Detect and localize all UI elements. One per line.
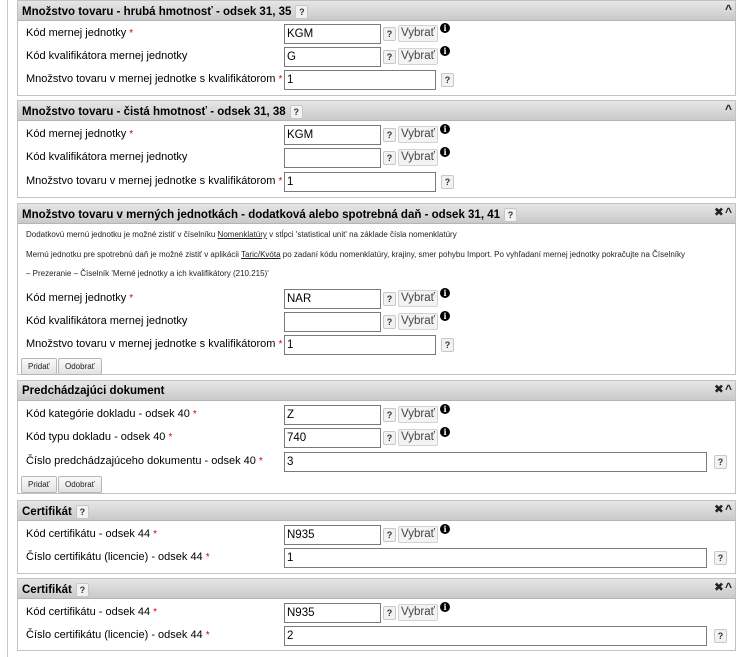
section-title: Množstvo tovaru - hrubá hmotnosť - odsek 31, 35 ?: [22, 5, 308, 19]
help-icon[interactable]: ?: [714, 629, 727, 643]
document-category-row: [18, 404, 735, 426]
help-icon[interactable]: ?: [76, 583, 89, 597]
quantity-label: Množstvo tovaru v mernej jednotke s kvalifikátorom *: [26, 73, 283, 85]
unit-code-label: Kód mernej jednotky *: [26, 292, 134, 304]
certificate-number-row: [18, 625, 735, 647]
section-supplementary-units: [17, 203, 736, 375]
qualifier-input[interactable]: [284, 47, 381, 67]
required-marker: *: [129, 293, 134, 304]
required-marker: *: [258, 456, 263, 467]
section-header: [18, 381, 735, 401]
close-icon[interactable]: ✖: [713, 205, 724, 219]
section-controls: [713, 580, 732, 594]
certificate-code-input[interactable]: [284, 603, 381, 623]
help-icon[interactable]: ?: [441, 73, 454, 87]
section-title: Certifikát ?: [22, 505, 89, 519]
certificate-code-label: Kód certifikátu - odsek 44 *: [26, 528, 158, 540]
close-icon[interactable]: ✖: [713, 580, 724, 594]
section-previous-document: [17, 380, 736, 494]
section-certificate-1: [17, 500, 736, 574]
help-icon[interactable]: ?: [383, 50, 396, 64]
document-type-row: [18, 427, 735, 449]
qualifier-row: [18, 311, 735, 333]
required-marker: *: [129, 129, 134, 140]
section-header: [18, 579, 735, 599]
required-marker: *: [205, 552, 210, 563]
document-type-input[interactable]: [284, 428, 381, 448]
info-icon[interactable]: i: [440, 524, 450, 534]
section-certificate-2: [17, 578, 736, 651]
help-icon[interactable]: ?: [290, 105, 303, 119]
qualifier-input[interactable]: [284, 312, 381, 332]
certificate-code-input[interactable]: [284, 525, 381, 545]
quantity-label: Množstvo tovaru v mernej jednotke s kvalifikátorom *: [26, 338, 283, 350]
section-controls: [713, 502, 732, 516]
help-icon[interactable]: ?: [504, 208, 517, 222]
quantity-input[interactable]: [284, 335, 436, 355]
note-line-3: – Prezeranie – Číselník 'Merné jednotky a ich kvalifikátory (210.215)': [26, 269, 269, 278]
certificate-code-row: [18, 524, 735, 546]
left-border: [7, 0, 8, 657]
collapse-icon[interactable]: ^: [724, 382, 732, 396]
select-button[interactable]: Vybrať: [398, 48, 438, 65]
remove-button[interactable]: Odobrať: [58, 358, 102, 375]
info-icon[interactable]: i: [440, 124, 450, 134]
required-marker: *: [192, 409, 197, 420]
unit-code-input[interactable]: [284, 24, 381, 44]
quantity-row: [18, 69, 735, 91]
unit-code-label: Kód mernej jednotky *: [26, 27, 134, 39]
taric-link[interactable]: Taric/Kvóta: [240, 250, 281, 259]
section-header: [18, 101, 735, 121]
info-icon[interactable]: i: [440, 147, 450, 157]
select-button[interactable]: Vybrať: [398, 126, 438, 143]
help-icon[interactable]: ?: [76, 505, 89, 519]
required-marker: *: [278, 176, 283, 187]
quantity-row: [18, 171, 735, 193]
required-marker: *: [278, 339, 283, 350]
section-title: Množstvo tovaru v merných jednotkách - dodatková alebo spotrebná daň - odsek 31, 41 ?: [22, 208, 517, 222]
quantity-input[interactable]: [284, 70, 436, 90]
help-icon[interactable]: ?: [383, 408, 396, 422]
certificate-code-row: [18, 602, 735, 624]
certificate-number-label: Číslo certifikátu (licencie) - odsek 44 *: [26, 551, 210, 563]
help-icon[interactable]: ?: [383, 606, 396, 620]
required-marker: *: [278, 74, 283, 85]
help-icon[interactable]: ?: [383, 27, 396, 41]
collapse-icon[interactable]: ^: [724, 502, 732, 516]
document-number-label: Číslo predchádzajúceho dokumentu - odsek 40 *: [26, 455, 263, 467]
help-icon[interactable]: ?: [383, 128, 396, 142]
required-marker: *: [168, 432, 173, 443]
close-icon[interactable]: ✖: [713, 382, 724, 396]
required-marker: *: [205, 630, 210, 641]
collapse-icon[interactable]: ^: [724, 205, 732, 219]
qualifier-label: Kód kvalifikátora mernej jednotky: [26, 315, 188, 327]
section-net-weight: [17, 100, 736, 198]
help-icon[interactable]: ?: [383, 315, 396, 329]
section-controls: [713, 205, 732, 219]
note-line-1: Dodatkovú mernú jednotku je možné zistiť v číselníku Nomenklatúry v stĺpci 'statistical unit' na základe čísla nomenklatúry: [26, 230, 457, 239]
certificate-code-label: Kód certifikátu - odsek 44 *: [26, 606, 158, 618]
collapse-icon[interactable]: ^: [724, 580, 732, 594]
help-icon[interactable]: ?: [714, 455, 727, 469]
help-icon[interactable]: ?: [383, 292, 396, 306]
select-button[interactable]: Vybrať: [398, 429, 438, 446]
qualifier-row: [18, 46, 735, 68]
unit-code-label: Kód mernej jednotky *: [26, 128, 134, 140]
help-icon[interactable]: ?: [383, 528, 396, 542]
document-category-input[interactable]: [284, 405, 381, 425]
required-marker: *: [153, 607, 158, 618]
help-icon[interactable]: ?: [383, 151, 396, 165]
section-title: Certifikát ?: [22, 583, 89, 597]
unit-code-row: [18, 288, 735, 310]
select-button[interactable]: Vybrať: [398, 406, 438, 423]
document-type-label: Kód typu dokladu - odsek 40 *: [26, 431, 173, 443]
qualifier-label: Kód kvalifikátora mernej jednotky: [26, 151, 188, 163]
unit-code-input[interactable]: [284, 125, 381, 145]
help-icon[interactable]: ?: [383, 431, 396, 445]
select-button[interactable]: Vybrať: [398, 149, 438, 166]
required-marker: *: [129, 28, 134, 39]
qualifier-label: Kód kvalifikátora mernej jednotky: [26, 50, 188, 62]
certificate-number-input[interactable]: [284, 626, 707, 646]
help-icon[interactable]: ?: [714, 551, 727, 565]
qualifier-row: [18, 147, 735, 169]
section-header: [18, 204, 735, 224]
section-controls: [724, 102, 732, 116]
certificate-number-label: Číslo certifikátu (licencie) - odsek 44 *: [26, 629, 210, 641]
section-controls: [724, 2, 732, 16]
help-icon[interactable]: ?: [295, 5, 308, 19]
document-category-label: Kód kategórie dokladu - odsek 40 *: [26, 408, 197, 420]
select-button[interactable]: Vybrať: [398, 290, 438, 307]
unit-code-row: [18, 124, 735, 146]
quantity-input[interactable]: [284, 172, 436, 192]
help-icon[interactable]: ?: [441, 338, 454, 352]
info-icon[interactable]: i: [440, 288, 450, 298]
info-icon[interactable]: i: [440, 46, 450, 56]
section-gross-weight: [17, 0, 736, 96]
section-header: [18, 501, 735, 521]
collapse-icon[interactable]: ^: [724, 102, 732, 116]
quantity-row: [18, 334, 735, 356]
nomenclature-link[interactable]: Nomenklatúry: [217, 230, 267, 239]
section-title: Predchádzajúci dokument: [22, 385, 165, 397]
select-button[interactable]: Vybrať: [398, 526, 438, 543]
close-icon[interactable]: ✖: [713, 502, 724, 516]
help-icon[interactable]: ?: [441, 175, 454, 189]
required-marker: *: [153, 529, 158, 540]
note-line-2: Mernú jednotku pre spotrebnú daň je možné zistiť v aplikácii Taric/Kvóta po zadaní kódu nomenklatúry, krajiny, smer pohybu Import. Po vyhľadaní mernej jednotky pokračujte na Číselníky: [26, 250, 686, 259]
select-button[interactable]: Vybrať: [398, 25, 438, 42]
certificate-number-input[interactable]: [284, 548, 707, 568]
quantity-label: Množstvo tovaru v mernej jednotke s kvalifikátorom *: [26, 175, 283, 187]
certificate-number-row: [18, 547, 735, 569]
document-number-input[interactable]: [284, 452, 707, 472]
remove-button[interactable]: Odobrať: [58, 476, 102, 493]
collapse-icon[interactable]: ^: [724, 2, 732, 16]
qualifier-input[interactable]: [284, 148, 381, 168]
section-title: Množstvo tovaru - čistá hmotnosť - odsek 31, 38 ?: [22, 105, 303, 119]
unit-code-input[interactable]: [284, 289, 381, 309]
select-button[interactable]: Vybrať: [398, 604, 438, 621]
add-button[interactable]: Pridať: [21, 476, 57, 493]
info-icon[interactable]: i: [440, 427, 450, 437]
unit-code-row: [18, 23, 735, 45]
info-icon[interactable]: i: [440, 602, 450, 612]
add-button[interactable]: Pridať: [21, 358, 57, 375]
select-button[interactable]: Vybrať: [398, 313, 438, 330]
info-icon[interactable]: i: [440, 23, 450, 33]
document-number-row: [18, 451, 735, 473]
section-header: [18, 1, 735, 21]
info-icon[interactable]: i: [440, 311, 450, 321]
section-controls: [713, 382, 732, 396]
info-icon[interactable]: i: [440, 404, 450, 414]
